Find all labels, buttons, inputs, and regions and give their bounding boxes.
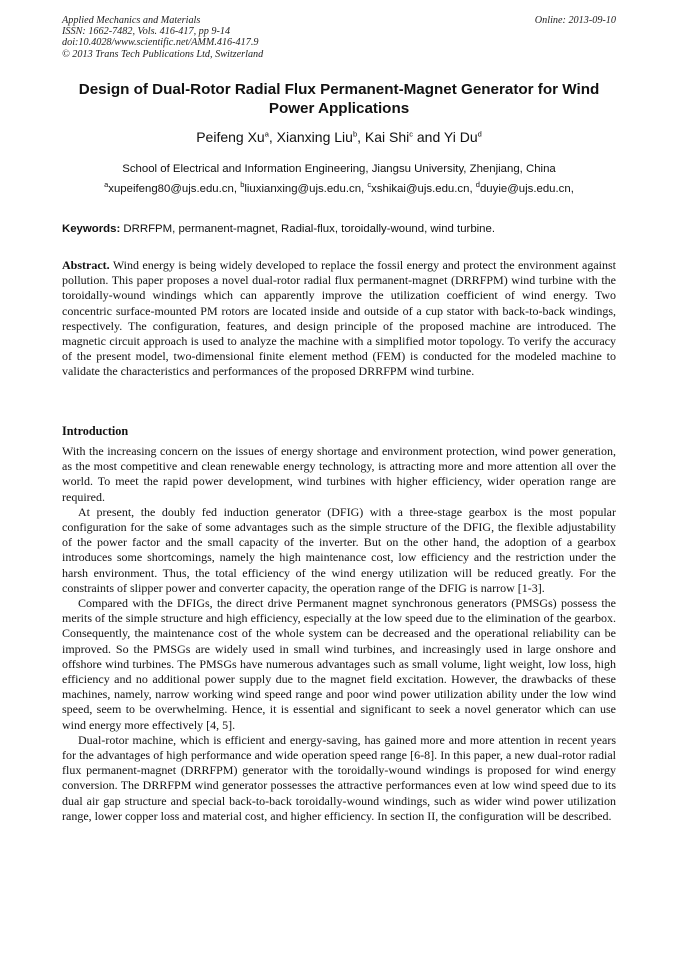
author-separator: , <box>268 129 277 145</box>
email-list <box>62 182 616 196</box>
keywords-label: Keywords: <box>62 223 121 235</box>
email-sup: b <box>240 180 245 190</box>
issn-line: ISSN: 1662-7482, Vols. 416-417, pp 9-14 <box>62 26 231 38</box>
author-sup: a <box>264 129 269 139</box>
keywords <box>62 222 616 236</box>
keywords-text: DRRFPM, permanent-magnet, Radial-flux, toroidally-wound, wind turbine. <box>120 223 496 235</box>
email-address[interactable]: xupeifeng80@ujs.edu.cn <box>108 183 234 195</box>
email-address[interactable]: liuxianxing@ujs.edu.cn <box>244 183 362 195</box>
email-separator: , <box>361 183 368 195</box>
paper-title: Design of Dual-Rotor Radial Flux Permanent-Magnet Generator for Wind Power Applications <box>78 81 600 117</box>
email-sup: a <box>104 180 109 190</box>
author-sup: c <box>409 129 413 139</box>
journal-name: Applied Mechanics and Materials <box>62 15 201 26</box>
doi-line: doi:10.4028/www.scientific.net/AMM.416-417.9 <box>62 37 259 49</box>
paragraph: Compared with the DFIGs, the direct drive Permanent magnet synchronous generators (PMSGs) possess the merits of the simple structure and high efficiency, especially at the low speed due to the elimination of the gearbox. Consequently, the maintenance cost of the whole system can be decreased and the operational reliability can be improved. So the PMSGs are widely used in small wind turbines, and increasingly used in large onshore and offshore wind turbines. The PMSGs have numerous advantages such as small volume, light weight, low loss, high efficiency and no additional power supply due to the magnet field excitation. However, the drawbacks of these machines, namely, narrow working wind speed range and poor wind power utilization ability under the low wind speed, seem to be overwhelming. Hence, it is essential and significant to seek a novel generator which can use wind energy more effectively [4, 5]. <box>62 596 616 732</box>
email-sup: c <box>367 180 372 190</box>
abstract <box>62 258 616 380</box>
publication-info <box>62 15 263 60</box>
paragraph: At present, the doubly fed induction generator (DFIG) with a three-stage gearbox is the most popular configuration for the sake of some advantages such as the simple structure of the DFIG, the flexible adjustability of the power factor and the small capacity of the inverter. But on the other hand, the adoption of a gearbox introduces some shortcomings, namely the high maintenance cost, low efficiency and the restriction under the harsh environment. Thus, the total efficiency of the wind energy utilization will be reduced greatly. For the constraints of slipper power and converter capacity, the operation range of the DFIG is narrow [1-3]. <box>62 504 616 595</box>
affiliation: School of Electrical and Information Engineering, Jiangsu University, Zhenjiang, China <box>122 163 556 175</box>
author-and: and <box>413 129 444 145</box>
author-sup: d <box>477 129 482 139</box>
paragraph: With the increasing concern on the issues of energy shortage and environment protection, wind power generation, as the most competitive and clean renewable energy technology, is attracting more and more attention all over the world. To meet the rapid power development, wind turbines with higher efficiency, wider operation range are required. <box>62 444 616 504</box>
body-text <box>62 444 616 824</box>
author-name: Xianxing Liu <box>276 129 353 145</box>
online-date: Online: 2013-09-10 <box>534 15 616 26</box>
author-sup: b <box>352 129 358 139</box>
author-name: Kai Shi <box>364 129 410 145</box>
abstract-text: Wind energy is being widely developed to replace the fossil energy and protect the environment against pollution. This paper proposes a novel dual-rotor radial flux permanent-magnet (DRRFPM) wind turbine with the toroidally-wound windings which can apparently improve the utilization coefficient of wind energy. Two concentric surface-mounted PM rotors are located inside and outside of a cup stator with back-to-back windings, respectively. The configuration, features, and design principle of the proposed machine are introduced. The magnetic circuit approach is used to analyze the machine with a simplified motor topology. To verify the accuracy of the present model, two-dimensional finite element method (FEM) is conducted for the modeled machine to validate the characteristics and performances of the proposed DRRFPM wind turbine. <box>62 258 616 379</box>
email-sup: d <box>475 180 480 190</box>
author-name: Peifeng Xu <box>196 129 265 145</box>
email-separator: , <box>469 183 476 195</box>
paragraph: Dual-rotor machine, which is efficient and energy-saving, has gained more and more attention in recent years for the advantages of high performance and wide operation speed range [6-8]. In this paper, a new dual-rotor radial flux permanent-magnet (DRRFPM) generator with the toroidally-wound windings is proposed for wind energy conversion. The DRRFPM wind generator possesses the attractive performances even at low wind speed due to its dual air gap structure and special back-to-back toroidally-wound windings, such as wider wind power utilization range, lower copper loss and material cost, and higher efficiency. In section II, the configuration will be described. <box>62 732 616 823</box>
author-name: Yi Du <box>443 129 478 145</box>
email-address[interactable]: xshikai@ujs.edu.cn <box>371 183 470 195</box>
email-separator: , <box>233 183 241 195</box>
abstract-label: Abstract. <box>62 258 110 272</box>
email-end: , <box>570 183 574 195</box>
author-separator: , <box>357 129 365 145</box>
author-list <box>62 128 616 146</box>
email-address[interactable]: duyie@ujs.edu.cn <box>479 183 571 195</box>
section-heading: Introduction <box>62 424 129 438</box>
copyright-line: © 2013 Trans Tech Publications Ltd, Switzerland <box>62 48 264 60</box>
